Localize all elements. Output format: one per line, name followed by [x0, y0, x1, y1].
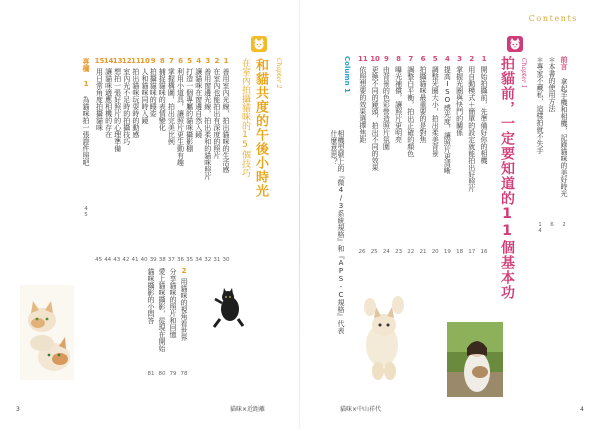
toc-entry-page: 45 — [95, 257, 103, 263]
toc-entry-text: 為貓咪拍一張證件照吧 — [82, 96, 90, 166]
toc-entry[interactable] — [158, 58, 165, 131]
toc-entry-text: 拍出貓咪玩耍時的動感 — [131, 68, 140, 138]
toc-entry-number: 5 — [187, 57, 193, 65]
toc-entry-text: 調整白平衡，拍出正確的顏色 — [406, 66, 415, 157]
person-with-cat-photo — [447, 322, 503, 397]
toc-entry[interactable] — [419, 56, 426, 143]
toc-entry-text: 掌握光圈與快門的關係 — [455, 66, 464, 136]
toc-entry-text: 想拍一張好照片的心理準備 — [113, 68, 122, 152]
toc-intro-entry[interactable] — [536, 56, 543, 154]
toc-entry-text: 室內光不足時的拍攝技巧 — [122, 68, 131, 145]
chapter-label: Chapter 1 — [520, 58, 527, 89]
toc-entry-text: 愛上貓咪攝影，從現在開始 — [158, 268, 166, 352]
toc-entry-number: 11 — [358, 55, 368, 63]
toc-entry-page: 24 — [382, 249, 390, 255]
toc-entry-page: 42 — [122, 257, 130, 263]
toc-entry-number: 8 — [159, 57, 165, 65]
toc-entry[interactable] — [222, 58, 229, 173]
pink-cat-face-icon — [507, 36, 523, 52]
toc-entry[interactable] — [358, 56, 368, 143]
toc-entry-text: 善用窗邊光線，拍出柔和的貓咪照片 — [203, 68, 212, 180]
toc-entry-number: 6 — [420, 55, 426, 63]
toc-entry-page: 16 — [480, 249, 488, 255]
toc-entry-page: 18 — [456, 249, 464, 255]
toc-entry-number: 10 — [140, 57, 150, 65]
yellow-cat-face-icon — [251, 36, 267, 52]
toc-entry[interactable] — [395, 56, 402, 143]
toc-entry-number: 7 — [168, 57, 174, 65]
column-entry[interactable]: Column 1 — [343, 56, 351, 93]
toc-entry-number: 1 — [481, 55, 487, 63]
toc-entry-text: 更換不同的鏡頭，拍出不同的效果 — [371, 66, 380, 171]
toc-entry-page: 32 — [204, 257, 212, 263]
toc-entry-text: 拍攝貓咪的睡姿 — [149, 68, 158, 117]
toc-entry[interactable] — [213, 58, 220, 159]
toc-entry-number: 14 — [103, 57, 114, 65]
black-cat-jumping-photo — [210, 285, 248, 331]
toc-entry-page: 36 — [177, 257, 184, 263]
toc-entry-text: 拿起手機和相機，記錄貓咪的美好時光 — [560, 78, 568, 197]
toc-entry-page: 22 — [407, 249, 415, 255]
toc-entry-text: 人和貓咪同時入鏡 — [140, 68, 149, 124]
toc-entry-page: 80 — [158, 371, 166, 377]
toc-entry-number: 1 — [223, 57, 229, 65]
chapter-title: 和貓共度的午後小時光 — [253, 58, 268, 198]
toc-entry-number: 8 — [396, 55, 402, 63]
toc-entry[interactable] — [95, 58, 105, 131]
toc-entry-page: 17 — [468, 249, 476, 255]
running-head: 貓咪×近距離 — [230, 406, 266, 413]
toc-entry[interactable] — [443, 56, 450, 174]
toc-entry-text: ＊專家不藏私，這樣拍就不失手 — [536, 56, 544, 154]
toc-entry-number: 7 — [408, 55, 414, 63]
toc-entry-number: 12 — [121, 57, 132, 65]
toc-entry-text: 依照想要的效果選擇焦距 — [358, 66, 367, 143]
toc-entry[interactable] — [140, 58, 150, 124]
toc-intro-entry[interactable]: 前言 拿起手機和相機，記錄貓咪的美好時光 — [560, 56, 568, 197]
toc-entry-number: 9 — [150, 57, 156, 65]
toc-entry[interactable] — [431, 56, 438, 157]
two-cats-photo — [20, 285, 74, 380]
toc-entry[interactable] — [113, 58, 123, 152]
toc-entry-number: 5 — [432, 55, 438, 63]
toc-entry-number: 2 — [214, 57, 220, 65]
toc-entry-text: 提高ISO感光度，讓照片更清晰 — [443, 66, 452, 174]
toc-entry-number: 2 — [181, 267, 187, 275]
toc-entry-number: 3 — [457, 55, 463, 63]
toc-entry[interactable] — [167, 58, 174, 145]
toc-entry[interactable] — [122, 58, 132, 145]
toc-entry-text: 用日常角度拍攝貓咪 — [95, 68, 104, 131]
toc-entry-page: 20 — [431, 249, 439, 255]
toc-entry-page: 41 — [131, 257, 139, 263]
toc-entry-number: 4 — [444, 55, 450, 63]
toc-entry-page: 34 — [195, 257, 203, 263]
toc-entry-number: 15 — [94, 57, 105, 65]
page-gutter — [299, 0, 300, 429]
toc-entry-text: 分享貓咪的照片和回憶 — [169, 268, 177, 338]
toc-intro-page: 2 — [561, 222, 567, 228]
toc-entry[interactable] — [195, 58, 202, 138]
toc-entry-page: 45 — [83, 206, 89, 218]
toc-entry-text: 利用小道具，讓照片更生動有趣 — [176, 68, 185, 166]
toc-entry-text: 掌握構圖，拍出完美比例 — [167, 68, 176, 145]
toc-entry-page: 30 — [222, 257, 230, 263]
contents-label: Contents — [528, 14, 578, 23]
toc-entry-page: 43 — [113, 257, 121, 263]
toc-entry-number: 11 — [131, 57, 141, 65]
toc-entry-number: 4 — [196, 57, 202, 65]
toc-entry-page: 19 — [443, 249, 451, 255]
toc-entry[interactable] — [407, 56, 414, 157]
toc-entry[interactable] — [180, 268, 187, 341]
toc-entry-page: 39 — [149, 257, 157, 263]
toc-entry-page: 81 — [147, 371, 155, 377]
toc-entry-page: 44 — [104, 257, 112, 263]
toc-entry-text: 在室內也能拍出有深度的照片 — [212, 68, 221, 159]
toc-entry-page: 40 — [140, 257, 148, 263]
toc-entry-number: 9 — [383, 55, 389, 63]
chapter-subtitle: 在室內拍攝貓咪的15個技巧 — [240, 58, 250, 177]
toc-entry-text: 貓咪攝影的小問答 — [147, 268, 155, 324]
toc-entry[interactable] — [186, 58, 193, 152]
toc-entry-page: 23 — [395, 249, 403, 255]
toc-intro-entry[interactable] — [548, 56, 555, 112]
toc-entry-number: 6 — [178, 57, 183, 65]
toc-entry-page: 26 — [358, 249, 366, 255]
toc-entry-text: 開始拍攝前，先準備好你的相機 — [480, 66, 488, 164]
toc-entry-text: 讓貓咪在窗邊自然入鏡 — [194, 68, 203, 138]
toc-intro-page: 6 — [549, 222, 555, 228]
page-number: 4 — [580, 406, 584, 413]
toc-entry-text: 讓貓咪適應相機的存在 — [104, 68, 113, 138]
toc-entry-page: 37 — [167, 257, 175, 263]
toc-entry[interactable] — [468, 56, 475, 192]
chapter-label: Chapter 2 — [275, 58, 282, 89]
toc-entry[interactable] — [382, 56, 389, 150]
toc-entry[interactable] — [177, 58, 184, 166]
toc-entry[interactable] — [149, 58, 156, 117]
toc-entry-page: 21 — [419, 249, 427, 255]
toc-entry[interactable] — [370, 56, 380, 171]
toc-entry[interactable] — [169, 268, 176, 338]
cat-jumping-photo — [352, 285, 410, 385]
toc-entry-text: 用貓咪的視角看世界 — [180, 278, 188, 341]
toc-entry[interactable] — [147, 268, 154, 324]
toc-entry-text: 打造一個專屬的貓咪攝影棚 — [185, 68, 194, 152]
toc-entry[interactable] — [456, 56, 463, 136]
column-entry[interactable]: 專欄 1 為貓咪拍一張證件照吧 — [82, 58, 90, 166]
toc-entry[interactable] — [131, 58, 141, 138]
toc-entry-page: 25 — [370, 249, 378, 255]
toc-entry-number: 3 — [205, 57, 211, 65]
toc-entry-text: 捕捉貓咪的表情變化 — [158, 68, 167, 131]
toc-entry-text: 用自動模式＋簡單的設定就能拍出好照片 — [467, 66, 476, 192]
toc-entry-text: 善用室內光線，拍出貓咪的生活感 — [222, 68, 230, 173]
toc-intro-page: 14 — [537, 222, 543, 234]
toc-entry[interactable] — [104, 58, 114, 138]
chapter-title: 拍貓前，一定要知道的11個基本功 — [499, 56, 515, 300]
toc-entry-text: 調整光圈大小，拍出柔美背景 — [431, 66, 440, 157]
toc-entry-page: 79 — [169, 371, 177, 377]
toc-entry[interactable] — [158, 268, 165, 352]
toc-entry-page: 31 — [213, 257, 221, 263]
toc-entry-number: 13 — [112, 57, 123, 65]
toc-entry-page: 78 — [180, 371, 188, 377]
toc-entry-text: ＊本書的使用方法 — [548, 56, 556, 112]
toc-entry-text: 由背景的色彩營造照片氛圍 — [382, 66, 391, 150]
running-head: 貓咪×中山祥代 — [340, 406, 382, 413]
toc-entry-number: 10 — [370, 55, 380, 63]
toc-entry-text: 曝光補償，讓照片更明亮 — [394, 66, 403, 143]
page-number: 3 — [16, 406, 20, 413]
toc-entry-page: 35 — [186, 257, 194, 263]
toc-entry[interactable] — [204, 58, 211, 180]
toc-entry-number: 2 — [469, 55, 475, 63]
column-entry-text: 相機型號上的『微4/3系統規格』和『APS-C規格』代表什麼意思？ — [330, 130, 345, 334]
toc-entry[interactable] — [480, 56, 487, 164]
toc-entry-page: 38 — [158, 257, 166, 263]
toc-entry-text: 拍攝貓咪最重要的是對焦 — [419, 66, 427, 143]
